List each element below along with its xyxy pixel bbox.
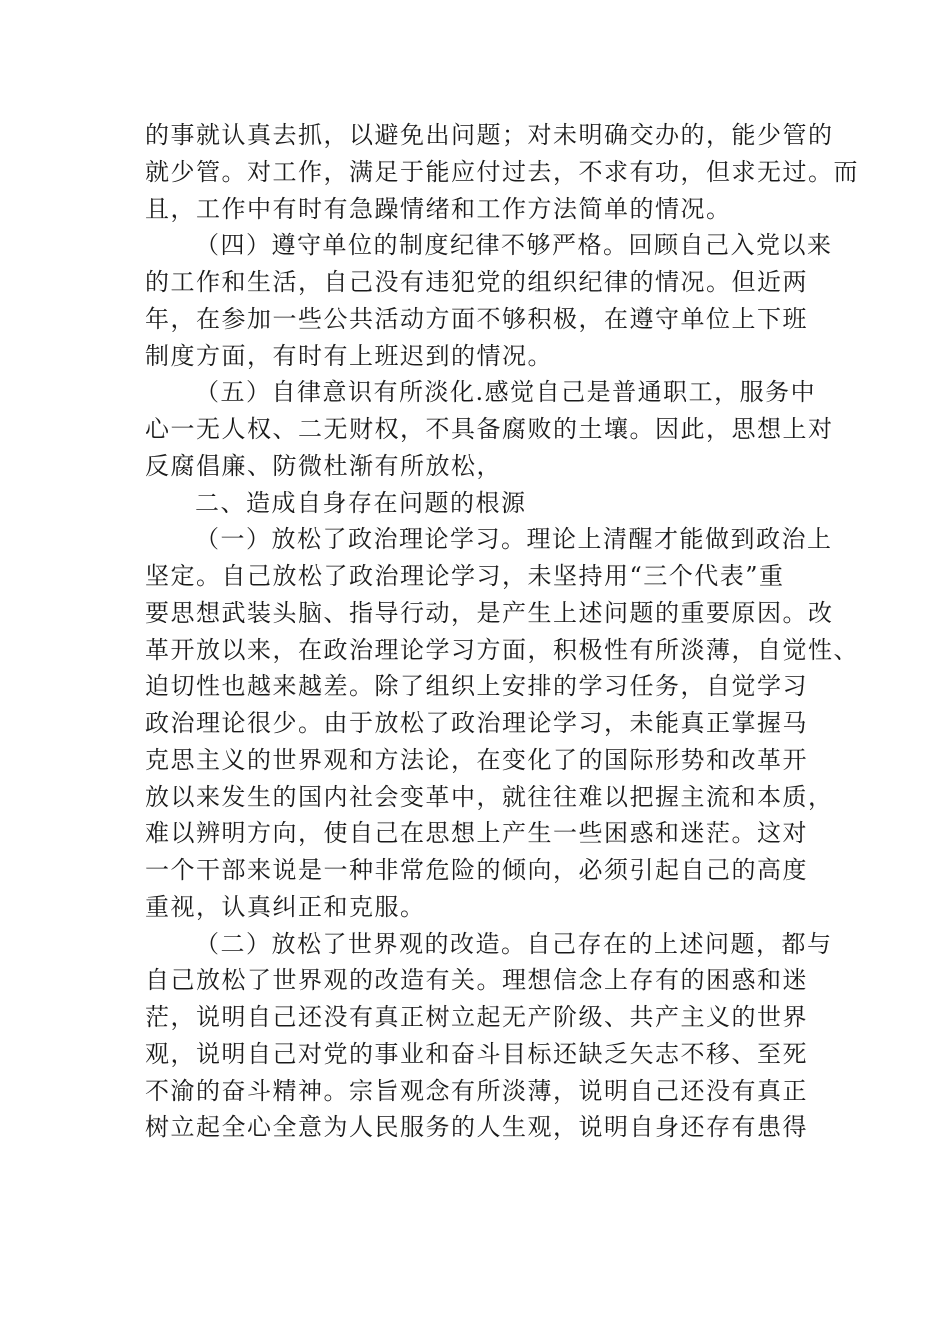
text-line: 坚定。自己放松了政治理论学习，未坚持用“三个代表”重 [145,562,785,590]
text-line: 年，在参加一些公共活动方面不够积极，在遵守单位上下班 [145,304,808,333]
text-line: 茫，说明自己还没有真正树立起无产阶级、共产主义的世界 [145,1003,808,1031]
text-line: 反腐倡廉、防微杜渐有所放松， [145,451,502,480]
text-line: 一个干部来说是一种非常危险的倾向，必须引起自己的高度 [145,856,808,884]
text-line: 自己放松了世界观的改造有关。理想信念上存有的困惑和迷 [145,966,808,995]
text-line: 的工作和生活，自己没有违犯党的组织纪律的情况。但近两 [145,268,808,296]
text-line: 的事就认真去抓，以避免出问题；对未明确交办的，能少管的 [145,121,834,149]
text-line: 要思想武装头脑、指导行动，是产生上述问题的重要原因。改 [145,598,834,627]
text-line: 政治理论很少。由于放松了政治理论学习，未能真正掌握马 [145,709,808,737]
paragraph-start-line: 二、造成自身存在问题的根源 [195,488,527,517]
paragraph-start-line: （四）遵守单位的制度纪律不够严格。回顾自己入党以来 [195,231,833,260]
text-line: 克思主义的世界观和方法论，在变化了的国际形势和改革开 [145,745,808,774]
document-body-text [145,117,859,1146]
paragraph-start-line: （一）放松了政治理论学习。理论上清醒才能做到政治上 [195,525,833,554]
text-line: 放以来发生的国内社会变革中，就往往难以把握主流和本质， [145,782,834,811]
text-line: 树立起全心全意为人民服务的人生观，说明自身还存有患得 [145,1113,808,1142]
text-line: 难以辨明方向，使自己在思想上产生一些困惑和迷茫。这对 [145,819,808,848]
paragraph-start-line: （五）自律意识有所淡化.感觉自己是普通职工，服务中 [195,378,817,407]
text-line: 制度方面，有时有上班迟到的情况。 [145,341,553,370]
paragraph-start-line: （二）放松了世界观的改造。自己存在的上述问题，都与 [195,929,833,958]
text-line: 心一无人权、二无财权，不具备腐败的土壤。因此，思想上对 [145,415,834,443]
text-line: 就少管。对工作，满足于能应付过去，不求有功，但求无过。而 [145,157,859,186]
text-line: 不渝的奋斗精神。宗旨观念有所淡薄，说明自己还没有真正 [145,1076,808,1105]
text-line: 且，工作中有时有急躁情绪和工作方法简单的情况。 [145,194,732,223]
text-line: 观，说明自己对党的事业和奋斗目标还缺乏矢志不移、至死 [145,1039,808,1068]
text-line: 重视，认真纠正和克服。 [145,892,426,921]
text-line: 革开放以来，在政治理论学习方面，积极性有所淡薄，自觉性、 [145,635,859,664]
text-line: 迫切性也越来越差。除了组织上安排的学习任务，自觉学习 [145,672,808,701]
